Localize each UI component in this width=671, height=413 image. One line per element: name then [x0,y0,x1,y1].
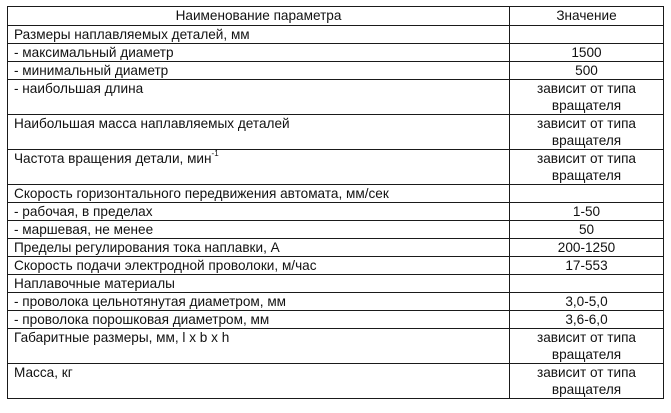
parameter-name: Наибольшая масса наплавляемых деталей [14,116,290,131]
parameter-name: Пределы регулирования тока наплавки, А [14,240,280,255]
parameter-value-cell [510,62,664,80]
parameter-name-cell [8,115,510,150]
parameter-name-cell [8,293,510,311]
parameter-value: 3,6-6,0 [565,312,608,327]
parameter-name-cell [8,185,510,203]
parameter-name-cell [8,329,510,364]
table-row [8,44,664,62]
parameter-name: - максимальный диаметр [14,45,174,60]
parameter-name: - наибольшая длина [14,81,144,96]
parameter-value-cell [510,185,664,203]
parameter-value-cell [510,115,664,150]
table-row [8,364,664,399]
parameter-value: 1-50 [572,204,601,219]
parameter-name-cell [8,221,510,239]
parameter-value-cell [510,257,664,275]
parameter-name: Размеры наплавляемых деталей, мм [14,27,250,42]
table-row [8,150,664,185]
parameter-name-cell [8,203,510,221]
parameter-value: зависит от типа вращателя [536,151,636,183]
parameter-value: 1500 [571,45,602,60]
parameter-name-cell [8,364,510,399]
table-body [8,26,664,399]
parameters-table [7,6,664,399]
table-header-row [8,7,664,26]
parameter-value-cell [510,150,664,185]
parameter-value: 500 [575,63,598,78]
parameter-value-cell [510,364,664,399]
parameter-value-cell [510,239,664,257]
parameter-value: 50 [578,222,595,237]
table-row [8,203,664,221]
parameter-name-cell [8,257,510,275]
table-row [8,185,664,203]
parameter-value-cell [510,275,664,293]
parameter-name: - рабочая, в пределах [14,204,153,219]
table-row [8,239,664,257]
parameter-name: - минимальный диаметр [14,63,169,78]
table-row [8,329,664,364]
parameter-value: 200-1250 [557,240,616,255]
parameter-value-cell [510,26,664,44]
table-row [8,257,664,275]
table-row [8,221,664,239]
parameter-value: 3,0-5,0 [565,294,608,309]
parameter-value-cell [510,203,664,221]
header-parameter-name: Наименование параметра [8,7,510,26]
parameter-name-cell [8,44,510,62]
parameter-value-cell [510,329,664,364]
parameter-name-cell [8,150,510,185]
unit-exponent: -1 [211,149,219,159]
parameter-name: Частота вращения детали, мин [14,151,212,166]
parameter-name: Габаритные размеры, мм, l x b x h [14,330,230,345]
parameter-value: зависит от типа вращателя [536,116,636,148]
parameter-value-cell [510,311,664,329]
parameter-name: - маршевая, не менее [14,222,154,237]
parameter-name-cell [8,80,510,115]
table-row [8,275,664,293]
parameter-value: зависит от типа вращателя [536,330,636,362]
parameter-name: Скорость горизонтального передвижения автомата, мм/сек [14,186,389,201]
parameter-name: Скорость подачи электродной проволоки, м/час [14,258,317,273]
table-row [8,26,664,44]
header-value: Значение [510,7,664,26]
table-row [8,311,664,329]
parameter-name-cell [8,275,510,293]
parameter-name-cell [8,239,510,257]
parameter-value: зависит от типа вращателя [536,365,636,397]
parameter-name-cell [8,62,510,80]
parameter-value-cell [510,44,664,62]
parameter-name: Наплавочные материалы [14,276,175,291]
parameter-value: зависит от типа вращателя [536,81,636,113]
parameter-name: - проволока цельнотянутая диаметром, мм [14,294,287,309]
table-row [8,62,664,80]
parameter-name: Масса, кг [14,365,73,380]
parameter-name-cell [8,311,510,329]
table-row [8,293,664,311]
parameter-value-cell [510,293,664,311]
parameter-value-cell [510,80,664,115]
parameter-name-cell [8,26,510,44]
table-row [8,80,664,115]
parameter-value: 17-553 [565,258,608,273]
parameter-value-cell [510,221,664,239]
parameter-name: - проволока порошковая диаметром, мм [14,312,270,327]
table-row [8,115,664,150]
